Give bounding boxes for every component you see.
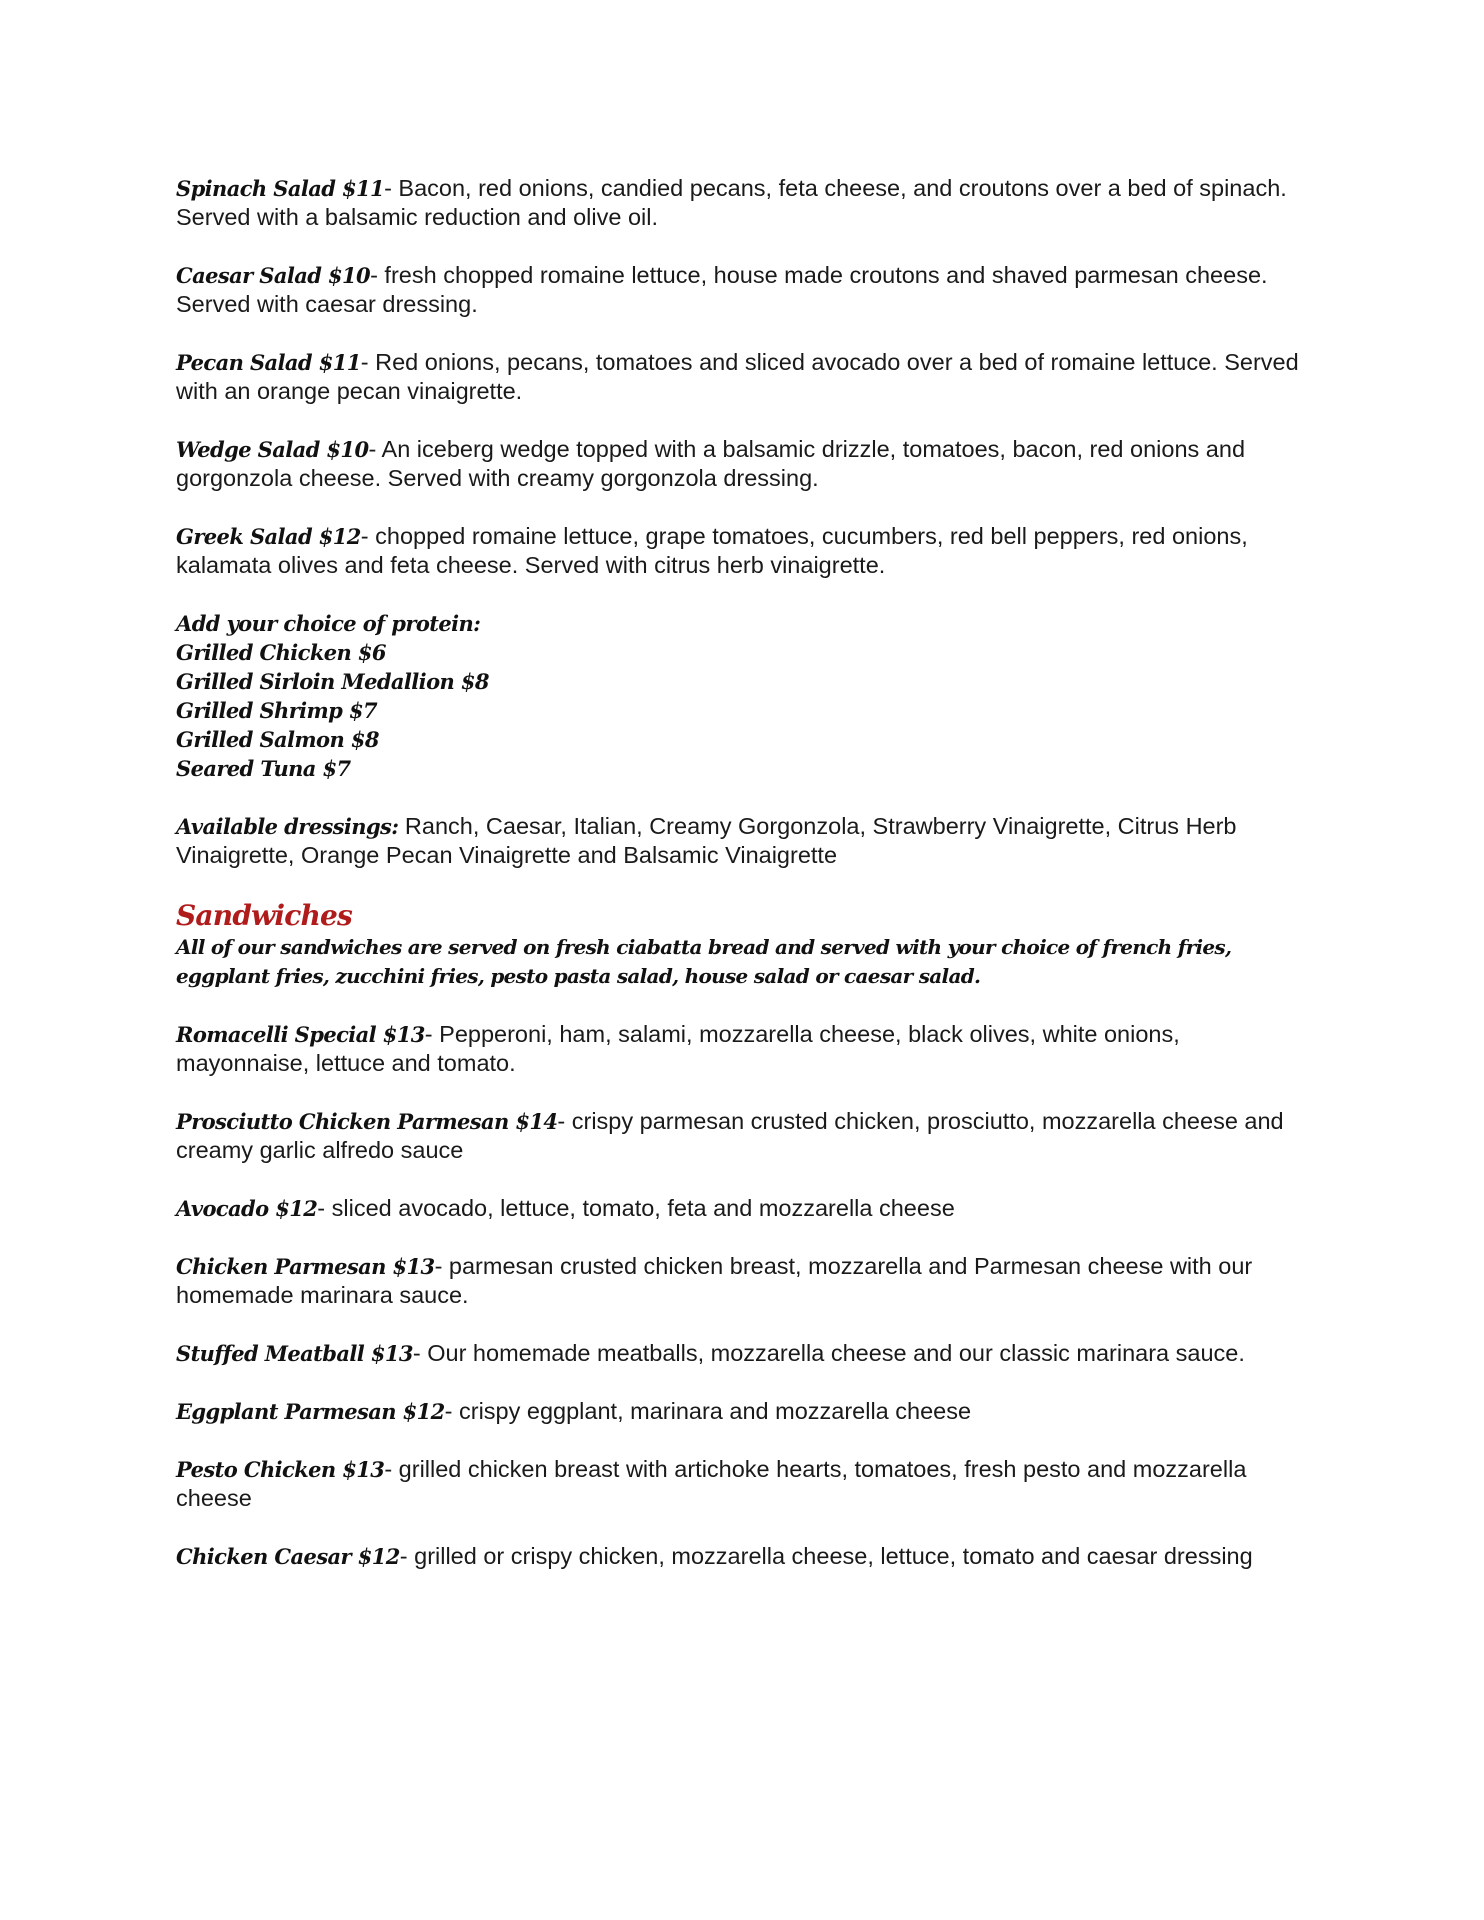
dressings-list: Ranch, Caesar, Italian, Creamy Gorgonzola, Strawberry Vinaigrette, Citrus Herb Vinaigrette, Orange Pecan Vinaigrette and Balsamic Vinaigrette (176, 813, 1237, 868)
item-name: Greek Salad $12 (176, 524, 361, 549)
item-name: Romacelli Special $13 (176, 1022, 425, 1047)
menu-item (176, 1542, 1316, 1571)
item-description: - Pepperoni, ham, salami, mozzarella cheese, black olives, white onions, mayonnaise, lettuce and tomato. (176, 1021, 1180, 1076)
protein-item: Grilled Shrimp $7 (176, 698, 377, 723)
menu-page (176, 174, 1316, 1600)
item-name: Eggplant Parmesan $12 (176, 1399, 445, 1424)
item-name: Chicken Caesar $12 (176, 1544, 400, 1569)
item-name: Spinach Salad $11 (176, 176, 385, 201)
protein-item: Grilled Sirloin Medallion $8 (176, 669, 489, 694)
menu-item (176, 522, 1316, 580)
menu-item (176, 174, 1316, 232)
protein-item: Grilled Chicken $6 (176, 640, 386, 665)
menu-item (176, 1194, 1316, 1223)
item-description: - Bacon, red onions, candied pecans, feta cheese, and croutons over a bed of spinach. Served with a balsamic reduction and olive oil. (176, 175, 1287, 230)
dressings-line (176, 812, 1316, 870)
item-description: - Our homemade meatballs, mozzarella cheese and our classic marinara sauce. (412, 1340, 1245, 1366)
menu-item (176, 1455, 1316, 1513)
item-description: - An iceberg wedge topped with a balsamic drizzle, tomatoes, bacon, red onions and gorgonzola cheese. Served with creamy gorgonzola dressing. (176, 436, 1246, 491)
item-description: - chopped romaine lettuce, grape tomatoes, cucumbers, red bell peppers, red onions, kalamata olives and feta cheese. Served with citrus herb vinaigrette. (176, 523, 1248, 578)
menu-item (176, 1252, 1316, 1310)
item-description: - sliced avocado, lettuce, tomato, feta and mozzarella cheese (317, 1195, 955, 1221)
item-description: - crispy parmesan crusted chicken, prosciutto, mozzarella cheese and creamy garlic alfredo sauce (176, 1108, 1284, 1163)
sandwiches-note: All of our sandwiches are served on fresh ciabatta bread and served with your choice of french fries, eggplant fries, zucchini fries, pesto pasta salad, house salad or caesar salad. (176, 935, 1232, 988)
item-description: - parmesan crusted chicken breast, mozzarella and Parmesan cheese with our homemade marinara sauce. (176, 1253, 1253, 1308)
sandwich-list (176, 1020, 1316, 1571)
menu-item (176, 435, 1316, 493)
item-description: - Red onions, pecans, tomatoes and sliced avocado over a bed of romaine lettuce. Served with an orange pecan vinaigrette. (176, 349, 1299, 404)
item-name: Pecan Salad $11 (176, 350, 361, 375)
salad-list (176, 174, 1316, 580)
protein-item: Grilled Salmon $8 (176, 727, 379, 752)
menu-item (176, 261, 1316, 319)
item-name: Prosciutto Chicken Parmesan $14 (176, 1109, 558, 1134)
item-description: - grilled or crispy chicken, mozzarella cheese, lettuce, tomato and caesar dressing (399, 1543, 1253, 1569)
item-name: Pesto Chicken $13 (176, 1457, 385, 1482)
item-name: Avocado $12 (176, 1196, 318, 1221)
item-description: - grilled chicken breast with artichoke hearts, tomatoes, fresh pesto and mozzarella cheese (176, 1456, 1247, 1511)
protein-item: Seared Tuna $7 (176, 756, 351, 781)
item-name: Stuffed Meatball $13 (176, 1341, 413, 1366)
protein-options (176, 609, 1316, 783)
item-description: - fresh chopped romaine lettuce, house made croutons and shaved parmesan cheese. Served with caesar dressing. (176, 262, 1268, 317)
menu-item (176, 1397, 1316, 1426)
item-name: Chicken Parmesan $13 (176, 1254, 435, 1279)
item-description: - crispy eggplant, marinara and mozzarella cheese (444, 1398, 972, 1424)
menu-item (176, 1339, 1316, 1368)
dressings-label: Available dressings: (176, 814, 399, 839)
item-name: Caesar Salad $10 (176, 263, 371, 288)
item-name: Wedge Salad $10 (176, 437, 369, 462)
menu-item (176, 348, 1316, 406)
section-heading-sandwiches: Sandwiches (176, 899, 353, 932)
protein-heading: Add your choice of protein: (176, 611, 481, 636)
menu-item (176, 1107, 1316, 1165)
menu-item (176, 1020, 1316, 1078)
